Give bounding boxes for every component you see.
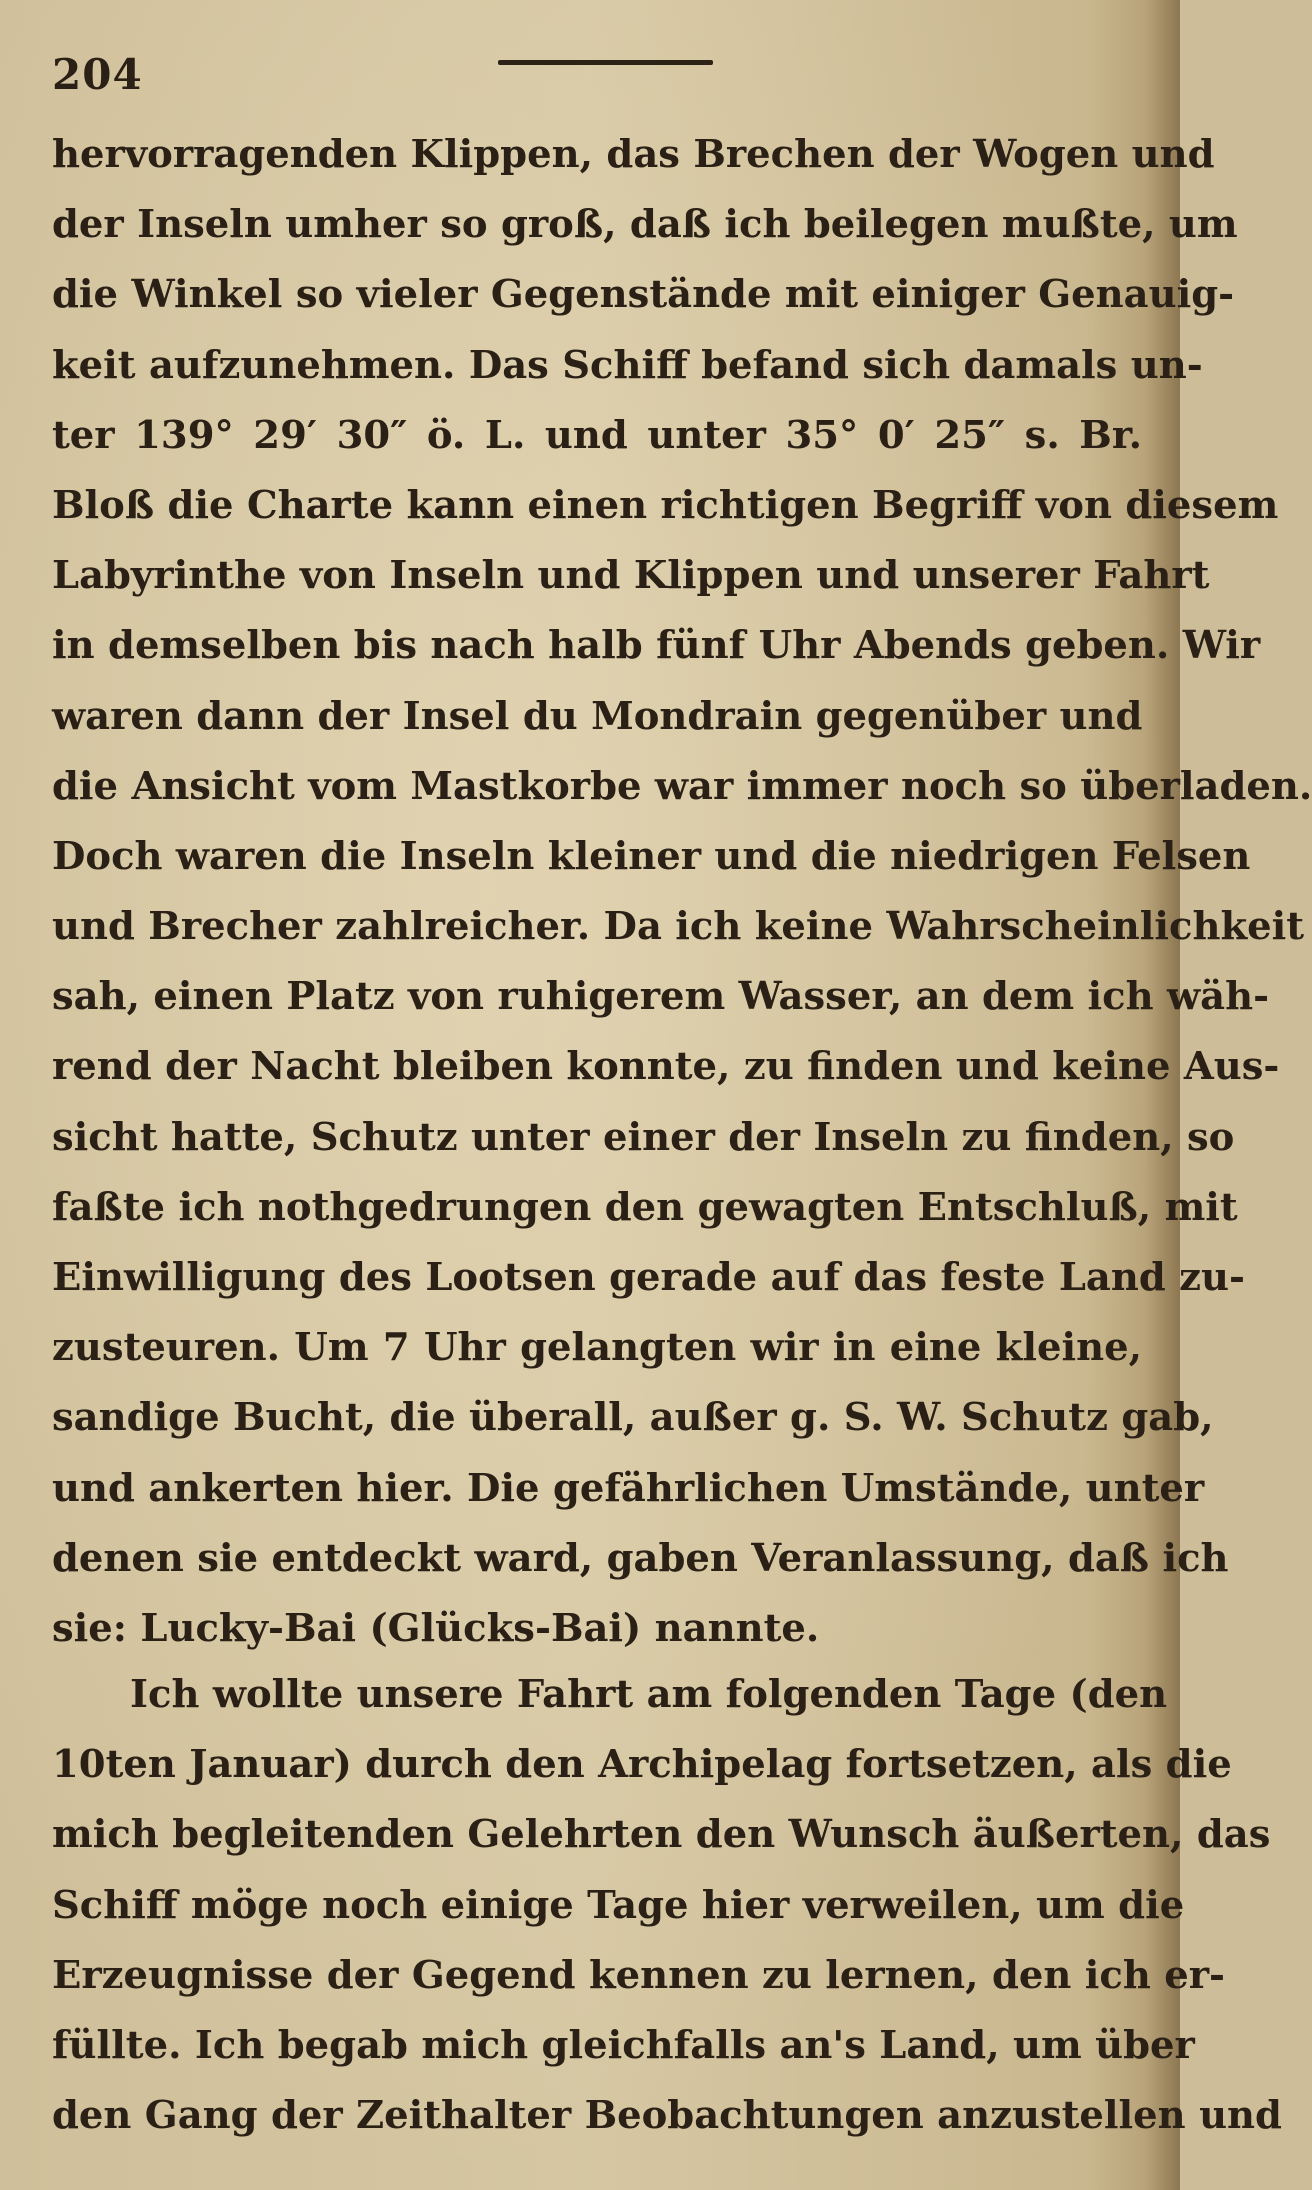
text-line: Doch waren die Inseln kleiner und die niedrigen Felsen (52, 833, 1251, 879)
text-line: mich begleitenden Gelehrten den Wunsch äußerten, das (52, 1812, 1271, 1858)
text-line: und Brecher zahlreicher. Da ich keine Wahrscheinlichkeit (52, 904, 1305, 950)
text-line: faßte ich nothgedrungen den gewagten Entschluß, mit (52, 1184, 1238, 1230)
header-rule (498, 60, 713, 65)
text-line: in demselben bis nach halb fünf Uhr Abends geben. Wir (52, 623, 1261, 669)
text-line: ter 139° 29′ 30″ ö. L. und unter 35° 0′ 25″ s. Br. (52, 412, 1142, 458)
text-line: sandige Bucht, die überall, außer g. S. W. Schutz gab, (52, 1395, 1214, 1441)
text-line: Einwilligung des Lootsen gerade auf das feste Land zu- (52, 1255, 1245, 1300)
text-line: Erzeugnisse der Gegend kennen zu lernen, den ich er- (52, 1952, 1225, 1998)
text-line: den Gang der Zeithalter Beobachtungen anzustellen und (52, 2093, 1282, 2139)
paragraph-1 (52, 120, 1312, 1664)
text-line: waren dann der Insel du Mondrain gegenüber und (52, 693, 1143, 739)
text-line: der Inseln umher so groß, daß ich beilegen mußte, um (52, 202, 1238, 248)
text-line: die Winkel so vieler Gegenstände mit einiger Genauig- (52, 272, 1235, 318)
text-line: Schiff möge noch einige Tage hier verweilen, um die (52, 1882, 1185, 1928)
text-line: keit aufzunehmen. Das Schiff befand sich damals un- (52, 342, 1203, 388)
text-line: Bloß die Charte kann einen richtigen Begriff von diesem (52, 482, 1279, 528)
text-line: die Ansicht vom Mastkorbe war immer noch so überladen. (52, 763, 1312, 809)
text-line: sicht hatte, Schutz unter einer der Inseln zu finden, so (52, 1114, 1235, 1160)
text-line: denen sie entdeckt ward, gaben Veranlassung, daß ich (52, 1535, 1229, 1581)
text-line: sie: Lucky-Bai (Glücks-Bai) nannte. (52, 1605, 820, 1651)
text-line: sah, einen Platz von ruhigerem Wasser, an dem ich wäh- (52, 974, 1270, 1020)
text-line: rend der Nacht bleiben konnte, zu finden und keine Aus- (52, 1044, 1280, 1090)
text-line: Labyrinthe von Inseln und Klippen und unserer Fahrt (52, 553, 1210, 599)
text-line: 10ten Januar) durch den Archipelag fortsetzen, als die (52, 1742, 1232, 1788)
text-line: hervorragenden Klippen, das Brechen der Wogen und (52, 132, 1215, 177)
paragraph-2 (52, 1660, 1282, 2151)
text-line: Ich wollte unsere Fahrt am folgenden Tage (den (130, 1672, 1168, 1717)
text-line: zusteuren. Um 7 Uhr gelangten wir in eine kleine, (52, 1325, 1142, 1371)
text-line: und ankerten hier. Die gefährlichen Umstände, unter (52, 1465, 1205, 1511)
page-number: 204 (52, 50, 143, 99)
text-line: füllte. Ich begab mich gleichfalls an's Land, um über (52, 2022, 1195, 2068)
